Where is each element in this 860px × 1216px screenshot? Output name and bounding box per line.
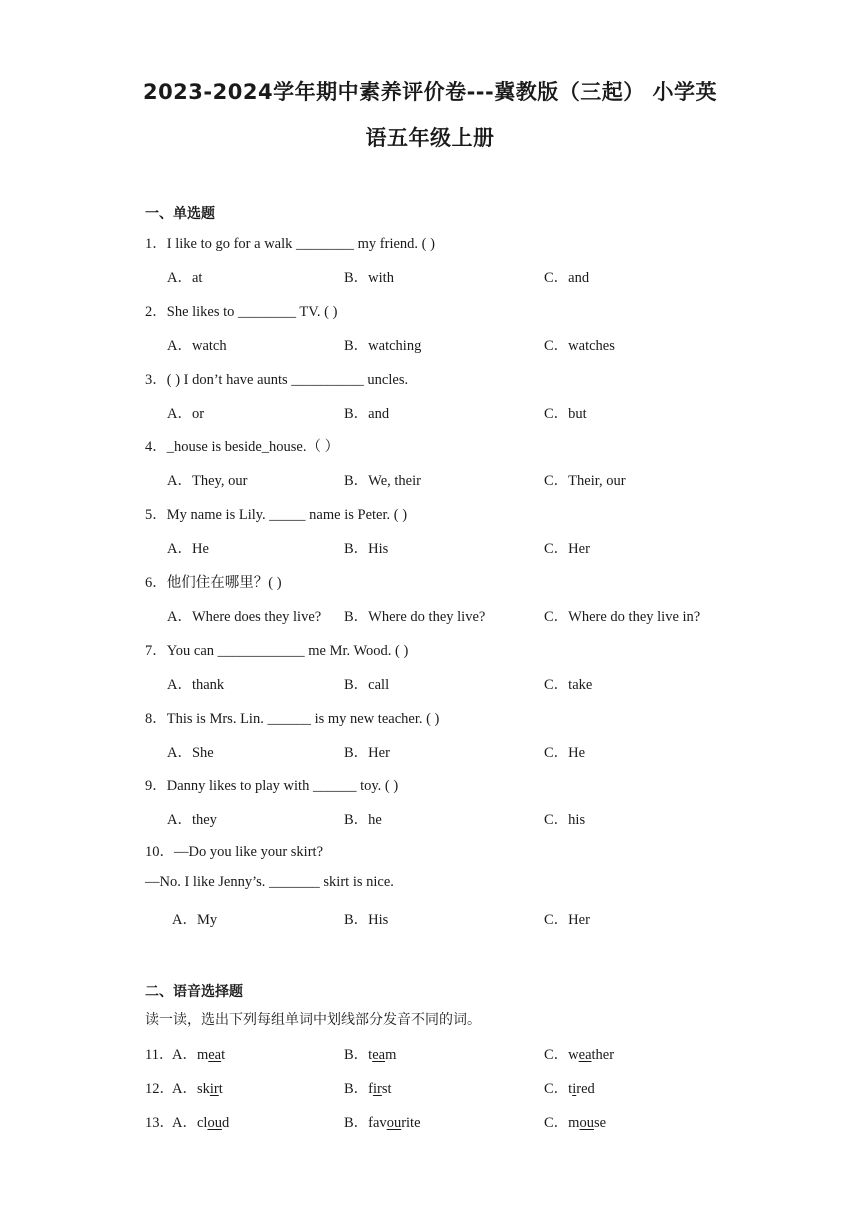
option-text: B．f — [344, 1081, 373, 1097]
option-text: A．cl — [172, 1115, 208, 1131]
question-10-option-a[interactable]: A．My — [172, 912, 218, 928]
underlined-letters: ea — [372, 1047, 386, 1063]
phonics-instruction: 读一读，选出下列每组单词中划线部分发音不同的词。 — [145, 1012, 481, 1028]
question-6-option-a[interactable]: A．Where does they live? — [167, 609, 322, 625]
question-5-option-b[interactable]: B．His — [344, 541, 389, 557]
question-8-stem: 8．This is Mrs. Lin. ______ is my new teacher. ( ) — [145, 711, 440, 727]
question-10-option-b[interactable]: B．His — [344, 912, 389, 928]
question-9-option-a[interactable]: A．they — [167, 812, 217, 828]
question-2-option-c[interactable]: C．watches — [544, 338, 615, 354]
option-text: C．t — [544, 1081, 573, 1097]
question-8-option-b[interactable]: B．Her — [344, 745, 390, 761]
section-heading-single-choice: 一、单选题 — [145, 206, 215, 222]
phonics-question-12-option-c[interactable] — [544, 1077, 595, 1098]
phonics-question-11-option-a[interactable] — [172, 1043, 225, 1064]
question-7-option-a[interactable]: A．thank — [167, 677, 225, 693]
option-text: B．fav — [344, 1115, 387, 1131]
underlined-letters: ir — [373, 1081, 382, 1097]
question-7-stem: 7．You can ____________ me Mr. Wood. ( ) — [145, 643, 409, 659]
underlined-letters: ir — [209, 1081, 219, 1097]
option-text: d — [221, 1115, 230, 1131]
phonics-question-12-option-b[interactable] — [344, 1077, 392, 1098]
option-text: rite — [401, 1115, 421, 1131]
question-1-option-c[interactable]: C．and — [544, 270, 590, 286]
option-text: ther — [591, 1047, 615, 1063]
underlined-letters: ou — [386, 1115, 402, 1131]
phonics-question-13-option-b[interactable] — [344, 1111, 421, 1132]
phonics-question-11-option-b[interactable] — [344, 1043, 396, 1064]
question-1-option-a[interactable]: A．at — [167, 270, 203, 286]
question-3-option-a[interactable]: A．or — [167, 406, 205, 422]
section-heading-phonics: 二、语音选择题 — [145, 984, 243, 1000]
question-9-option-b[interactable]: B．he — [344, 812, 382, 828]
question-9-stem: 9．Danny likes to play with ______ toy. ( ) — [145, 778, 399, 794]
option-text: red — [576, 1081, 595, 1097]
underlined-letters: ou — [579, 1115, 594, 1131]
question-4-option-b[interactable]: B．We, their — [344, 473, 421, 489]
question-1-stem: 1．I like to go for a walk ________ my friend. ( ) — [145, 236, 435, 252]
question-9-option-c[interactable]: C．his — [544, 812, 586, 828]
question-2-option-b[interactable]: B．watching — [344, 338, 422, 354]
question-1-option-b[interactable]: B．with — [344, 270, 394, 286]
question-5-option-c[interactable]: C．Her — [544, 541, 590, 557]
question-7-option-c[interactable]: C．take — [544, 677, 593, 693]
phonics-question-12-option-a[interactable] — [172, 1077, 223, 1098]
phonics-question-11-option-c[interactable] — [544, 1043, 614, 1064]
option-text: t — [218, 1081, 223, 1097]
question-2-option-a[interactable]: A．watch — [167, 338, 227, 354]
option-text: B．t — [344, 1047, 373, 1063]
question-4-stem: 4．_house is beside_house.（ ） — [145, 439, 340, 455]
option-text: st — [381, 1081, 392, 1097]
question-4-option-c[interactable]: C．Their, our — [544, 473, 626, 489]
question-6-stem: 6．他们住在哪里？( ) — [145, 575, 282, 591]
question-10-stem-line-2: —No. I like Jenny’s. _______ skirt is nice. — [145, 874, 394, 890]
question-3-option-c[interactable]: C．but — [544, 406, 587, 422]
underlined-letters: i — [572, 1081, 577, 1097]
option-text: m — [385, 1047, 397, 1063]
option-text: A．m — [172, 1047, 209, 1063]
exam-title-line-1: 2023-2024学年期中素养评价卷---冀教版（三起） 小学英 — [142, 80, 718, 104]
question-6-option-c[interactable]: C．Where do they live in? — [544, 609, 701, 625]
underlined-letters: ea — [578, 1047, 592, 1063]
exam-title-line-2: 语五年级上册 — [365, 126, 495, 150]
option-text: se — [593, 1115, 607, 1131]
phonics-question-13-option-a[interactable] — [172, 1111, 229, 1132]
question-7-option-b[interactable]: B．call — [344, 677, 390, 693]
question-2-stem: 2．She likes to ________ TV. ( ) — [145, 304, 338, 320]
underlined-letters: ou — [207, 1115, 222, 1131]
phonics-question-13-option-c[interactable] — [544, 1111, 606, 1132]
question-10-option-c[interactable]: C．Her — [544, 912, 590, 928]
option-text: t — [221, 1047, 226, 1063]
question-6-option-b[interactable]: B．Where do they live? — [344, 609, 486, 625]
question-3-stem: 3．( ) I don’t have aunts __________ uncles. — [145, 372, 409, 388]
question-5-option-a[interactable]: A．He — [167, 541, 209, 557]
phonics-question-11-number: 11． — [145, 1047, 174, 1063]
option-text: A．sk — [172, 1081, 210, 1097]
question-5-stem: 5．My name is Lily. _____ name is Peter. ( ) — [145, 507, 408, 523]
question-8-option-c[interactable]: C．He — [544, 745, 586, 761]
option-text: C．m — [544, 1115, 580, 1131]
question-8-option-a[interactable]: A．She — [167, 745, 214, 761]
question-3-option-b[interactable]: B．and — [344, 406, 390, 422]
question-4-option-a[interactable]: A．They, our — [167, 473, 248, 489]
phonics-question-13-number: 13． — [145, 1115, 174, 1131]
option-text: C．w — [544, 1047, 579, 1063]
question-10-stem-line-1: 10．—Do you like your skirt? — [145, 844, 324, 860]
underlined-letters: ea — [208, 1047, 222, 1063]
phonics-question-12-number: 12． — [145, 1081, 174, 1097]
